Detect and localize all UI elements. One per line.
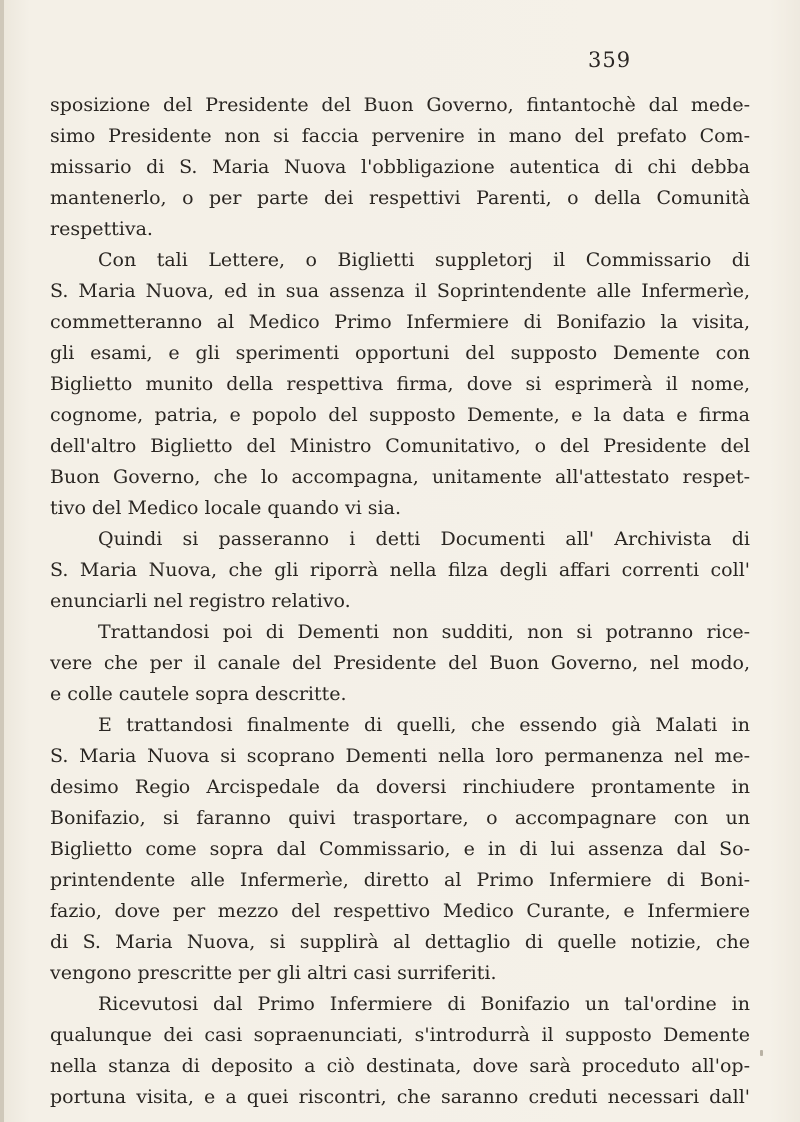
text-line: enunciarli nel registro relativo. [50,590,351,612]
text-line: cognome, patria, e popolo del supposto Demente, e la data e firma [50,404,750,426]
text-line: S. Maria Nuova si scoprano Dementi nella loro permanenza nel me- [50,745,750,767]
page-binding-edge [0,0,4,1122]
text-line: qualunque dei casi sopraenunciati, s'introdurrà il supposto Demente [50,1024,750,1046]
text-line: nella stanza di deposito a ciò destinata, dove sarà proceduto all'op- [50,1055,750,1077]
text-line: printendente alle Infermerìe, diretto al Primo Infermiere di Boni- [50,869,750,891]
text-line: Bonifazio, si faranno quivi trasportare, o accompagnare con un [50,807,750,829]
text-line: fazio, dove per mezzo del respettivo Medico Curante, e Infermiere [50,900,750,922]
text-line: di S. Maria Nuova, si supplirà al dettaglio di quelle notizie, che [50,931,750,953]
text-line: Biglietto come sopra dal Commissario, e in di lui assenza dal So- [50,838,750,860]
text-line: commetteranno al Medico Primo Infermiere di Bonifazio la visita, [50,311,750,333]
text-line: Con tali Lettere, o Biglietti suppletorj il Commissario di [98,249,750,271]
text-line: gli esami, e gli sperimenti opportuni del supposto Demente con [50,342,750,364]
text-line: portuna visita, e a quei riscontri, che saranno creduti necessari dall' [50,1086,750,1108]
text-line: tivo del Medico locale quando vi sia. [50,497,401,519]
page-number: 359 [588,48,632,72]
body-text [50,90,750,1113]
text-line: E trattandosi finalmente di quelli, che essendo già Malati in [98,714,750,736]
text-line: mantenerlo, o per parte dei respettivi Parenti, o della Comunità [50,187,750,209]
text-line: dell'altro Biglietto del Ministro Comunitativo, o del Presidente del [50,435,750,457]
text-line: Ricevutosi dal Primo Infermiere di Bonifazio un tal'ordine in [98,993,750,1015]
text-line: S. Maria Nuova, ed in sua assenza il Soprintendente alle Infermerìe, [50,280,750,302]
text-line: simo Presidente non si faccia pervenire in mano del prefato Com- [50,125,750,147]
text-line: Biglietto munito della respettiva firma, dove si esprimerà il nome, [50,373,750,395]
paper-speck [760,1050,763,1056]
text-line: e colle cautele sopra descritte. [50,683,347,705]
text-line: vere che per il canale del Presidente del Buon Governo, nel modo, [50,652,750,674]
text-line: S. Maria Nuova, che gli riporrà nella filza degli affari correnti coll' [50,559,750,581]
text-line: vengono prescritte per gli altri casi surriferiti. [50,962,497,984]
text-line: respettiva. [50,218,153,240]
text-line: desimo Regio Arcispedale da doversi rinchiudere prontamente in [50,776,750,798]
text-line: Quindi si passeranno i detti Documenti all' Archivista di [98,528,750,550]
text-line: missario di S. Maria Nuova l'obbligazione autentica di chi debba [50,156,750,178]
text-line: Buon Governo, che lo accompagna, unitamente all'attestato respet- [50,466,750,488]
text-line: sposizione del Presidente del Buon Governo, fintantochè dal mede- [50,94,750,116]
text-line: Trattandosi poi di Dementi non sudditi, non si potranno rice- [98,621,750,643]
